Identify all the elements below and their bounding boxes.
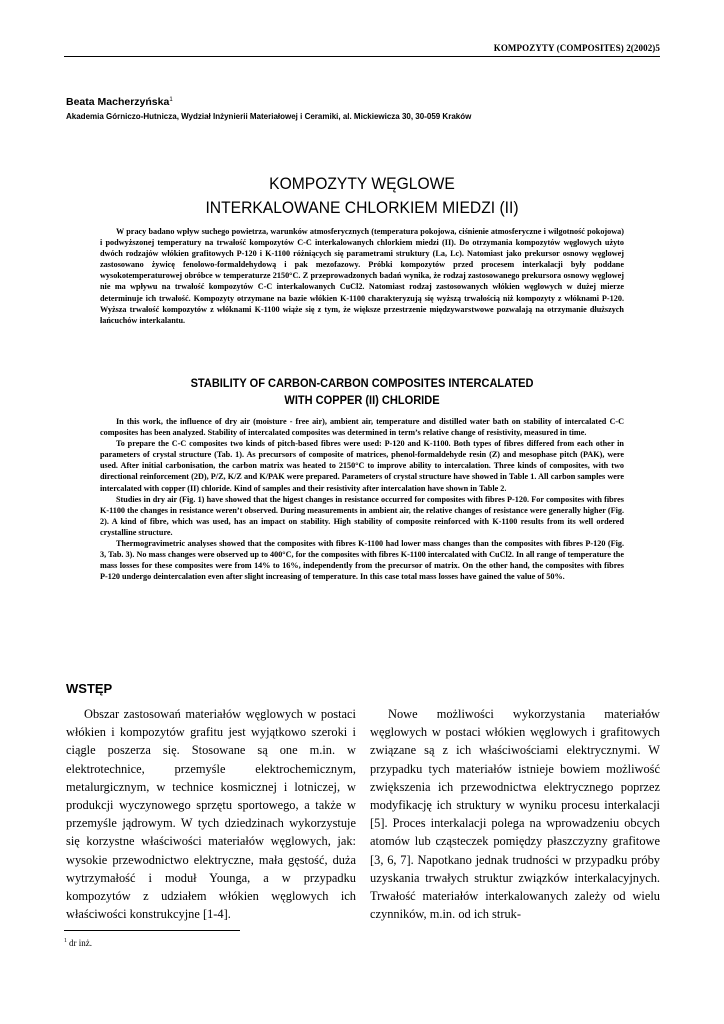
body-paragraph-left: Obszar zastosowań materiałów węglowych w postaci włókien i kompozytów grafitu jest wyjątkowo szeroki i ciągle poszerza się. Stosowane są one m.in. w elektrotechnice, przemyśle elektrochemicznym, metalurgicznym, w technice kosmicznej i lotniczej, w produkcji wyczynowego sprzętu sportowego, a także w przemyśle jądrowym. W tych dziedzinach wykorzystuje się korzystne właściwości materiałów węglowych, jak: wysokie przewodnictwo elektryczne, mała gęstość, duża wytrzymałość i moduł Younga, a w przypadku kompozytów z udziałem włókien węglowych ich właściwości konstrukcyjne [1-4].: [66, 707, 356, 922]
abstract-english-paragraph-3: Studies in dry air (Fig. 1) have showed that the higest changes in resistance occurred for composites with fibres P-120. For composites with fibres K-1100 the changes in resistance weren’t observed. During measurements in ambient air, the relative changes of resistance were generally higher (Fig. 2). A kind of fibre, which was used, has an impact on stability. High stability of composite reinforced with K-1100 results from its well ordered crystalline structure.: [100, 494, 624, 537]
author-affiliation: Akademia Górniczo-Hutnicza, Wydział Inżynierii Materiałowej i Ceramiki, al. Mickiewicza 30, 30-059 Kraków: [66, 112, 472, 121]
section-heading: WSTĘP: [66, 681, 113, 696]
abstract-polish-paragraph: W pracy badano wpływ suchego powietrza, warunków atmosferycznych (temperatura pokojowa, ciśnienie atmosferyczne i wilgotność pokojowa) i podwyższonej temperatury na trwałość kompozytów C-C interkalowanych chlorkiem miedzi (II). Do otrzymania kompozytów węglowych użyto dwóch rodzajów włókien grafitowych P-120 i K-1100 różniących się parametrami struktury (La, Lc). Natomiast jako prekursor osnowy węglowej zastosowano żywicę fenolowo-formaldehydową i pak mezofazowy. Próbki kompozytów przed procesem interkalacji były poddane wysokotemperaturowej obróbce w temperaturze 2150°C. Z przeprowadzonych badań wynika, że rodzaj zastosowanego prekursora osnowy węglowej nie ma wpływu na trwałość kompozytów C-C interkalowanych CuCl2. Natomiast rodzaj zastosowanych włókien węglowych w dużej mierze determinuje ich trwałość. Kompozyty otrzymane na bazie włókien K-1100 charakteryzują się wyższą trwałością niż kompozyty z włóknami P-120. Wyższa trwałość kompozytów z włóknami K-1100 wiąże się z tym, że większe przestrzenie międzywarstwowe pozwalają na otrzymanie dłuższych łańcuchów interkalantu.: [100, 227, 624, 325]
abstract-english-paragraph-4: Thermogravimetric analyses showed that the composites with fibres K-1100 had lower mass changes than the composites with fibres P-120 (Fig. 3, Tab. 3). No mass changes were observed up to 400°C, for the composites with fibres K-1100 intercalated with CuCl2. In all range of temperature the mass losses for these composites were from 14% to 16%, independently from the precursor of matrix. On the other hand, the composites with fibres P-120 undergo deintercalation even after slight increasing of temperature. In this case total mass losses have gained the value of 50%.: [100, 539, 624, 582]
header-rule: [64, 56, 660, 57]
title-english: [0, 375, 724, 409]
title-polish: [0, 172, 724, 220]
abstract-polish: [100, 226, 624, 326]
title-polish-line-1: KOMPOZYTY WĘGLOWE: [269, 174, 455, 193]
author-name: [66, 96, 173, 108]
title-polish-line-2: INTERKALOWANE CHLORKIEM MIEDZI (II): [205, 198, 519, 217]
footnote-mark: 1: [64, 938, 67, 944]
abstract-english: [100, 416, 624, 582]
footnote: [64, 938, 92, 948]
abstract-english-paragraph-2: To prepare the C-C composites two kinds of pitch-based fibres were used: P-120 and K-1100. Both types of fibres differed from each other in parameters of crystal structure (Tab. 1). As precursors of composite of matrices, phenol-formaldehyde resin (Z) and mesophase pitch (PAK), were used. After initial carbonisation, the carbon matrix was heated to 2150°C to improve ability to intercalation. Three kinds of composites, with two directional reinforcement (2D), P/Z, K/Z and K/PAK were prepared. Parameters of crystal structure have showed in Table 1. All carbon samples were intercalated with copper (II) chloride. Kind of samples and their resistivity after intercalation have shown in Table 2.: [100, 439, 624, 493]
footnote-text: dr inż.: [69, 938, 92, 948]
title-english-line-1: STABILITY OF CARBON-CARBON COMPOSITES INTERCALATED: [190, 376, 534, 390]
footnote-rule: [64, 930, 240, 931]
author-name-text: Beata Macherzyńska: [66, 96, 170, 108]
abstract-english-paragraph-1: In this work, the influence of dry air (moisture - free air), ambient air, temperature and distilled water bath on stability of intercalated C-C composites has been analyzed. Stability of intercalated composites was determined in term’s relative change of resistivity, measured in time.: [100, 417, 624, 438]
body-column-left: [66, 705, 356, 923]
title-english-line-2: WITH COPPER (II) CHLORIDE: [284, 393, 440, 407]
body-column-right: [370, 705, 660, 923]
running-head: KOMPOZYTY (COMPOSITES) 2(2002)5: [493, 43, 660, 53]
author-footnote-mark: 1: [169, 97, 173, 103]
body-paragraph-right: Nowe możliwości wykorzystania materiałów węglowych w postaci włókien węglowych i grafitowych związane są z ich właściwościami elektrycznymi. W przypadku tych materiałów istnieje bowiem możliwość zwiększenia ich przewodnictwa elektrycznego poprzez modyfikację ich struktury w wyniku procesu interkalacji [5]. Proces interkalacji polega na wprowadzeniu obcych atomów lub cząsteczek pomiędzy płaszczyzny grafitowe [3, 6, 7]. Napotkano jednak trudności w przypadku próby uzyskania trwałych struktur związków interkalacyjnych. Trwałość materiałów interkalowanych zależy od wielu czynników, m.in. od ich struk-: [370, 707, 660, 922]
